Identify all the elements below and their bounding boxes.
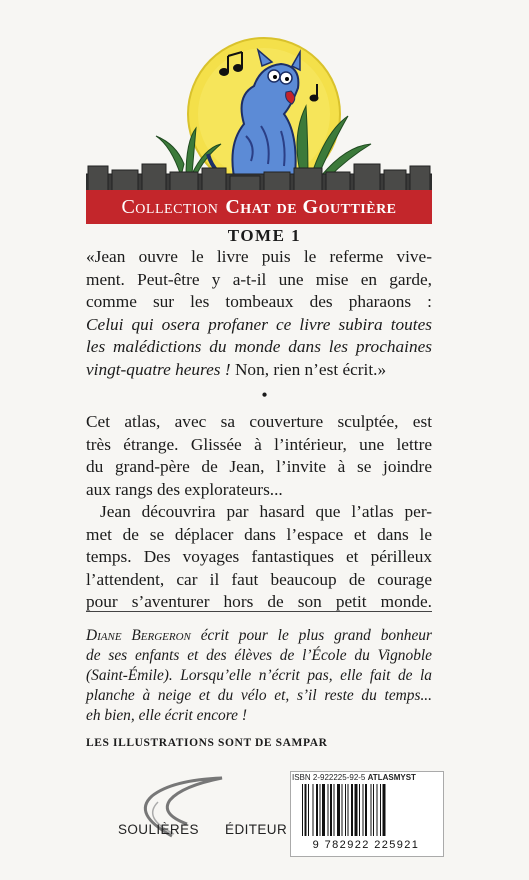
quote-line: «Jean ouvre le livre puis le referme vive- [86,247,432,266]
author-bio [86,626,432,726]
illustrations-credit: LES ILLUSTRATIONS SONT DE SAMPAR [86,737,328,749]
quote-line: les malédictions du monde dans les prochaines [86,337,432,356]
isbn-code: ATLASMYST [367,773,416,782]
author-line: planche à neige et du vélo et, s’il reste du temps... [86,687,432,704]
back-cover-quote [86,246,432,381]
publisher-name-suffix: ÉDITEUR [225,822,288,837]
cover-illustration [86,36,432,196]
author-name: Diane Bergeron [86,627,191,644]
description-paragraph-2 [86,501,432,614]
description-line: aux rangs des explorateurs... [86,479,283,499]
description-line: très étrange. Glissée à l’intérieur, une lettre [86,434,432,454]
publisher-name [118,822,287,837]
book-description [86,411,432,614]
separator-bullet: • [261,385,268,405]
description-line: pour s’aventurer hors de son petit monde. [86,592,432,611]
quote-line: Celui qui osera profaner ce livre subira toutes [86,314,432,334]
description-line: du grand-père de Jean, l’invite à se joindre [86,457,432,476]
author-line-text: écrit pour le plus grand bonheur [190,627,432,644]
author-line: eh bien, elle écrit encore ! [86,707,247,724]
author-line: de ses enfants et des élèves de l’École du Vignoble [86,647,432,664]
author-line: (Saint-Émile). Lorsqu’elle n’écrit pas, elle fait de la [86,667,432,684]
author-line [86,626,432,646]
quote-line-italic: vingt-quatre heures ! [86,359,231,379]
description-line: Jean découvrira par hasard que l’atlas per- [100,502,432,521]
section-divider [86,611,432,612]
description-paragraph-1 [86,411,432,501]
description-line: l’attendent, car il faut beaucoup de courage [86,569,432,589]
collection-prefix: Collection [121,195,219,218]
quote-line: ment. Peut-être y a-t-il une mise en garde, [86,269,432,289]
quote-last-line [86,359,432,382]
quote-line: comme sur les tombeaux des pharaons : [86,292,432,311]
quote-line-end: Non, rien n’est écrit.» [230,359,387,379]
description-line: met de se déplacer dans l’espace et dans le [86,524,432,544]
description-line: temps. Des voyages fantastiques et périlleux [86,547,432,566]
description-line: Cet atlas, avec sa couverture sculptée, est [86,412,432,431]
barcode-digits: 9 782922 225921 [312,839,420,851]
collection-name: Chat de Gouttière [225,195,397,218]
publisher-name-main: SOULIÈRES [118,822,199,837]
isbn-number: ISBN 2-922225-92-5 [292,773,366,782]
tome-label: TOME 1 [227,226,302,245]
collection-banner [86,190,432,224]
isbn-line [292,773,440,782]
barcode-icon [300,784,432,836]
